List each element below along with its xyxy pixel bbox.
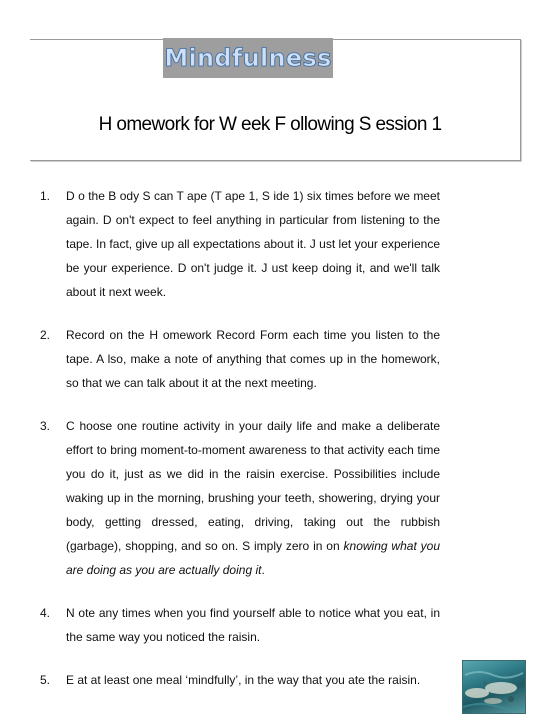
homework-list <box>40 184 440 711</box>
banner-title: Mindfulness <box>164 44 332 72</box>
item-number: 3. <box>40 419 51 433</box>
list-item <box>40 184 440 304</box>
item-number: 2. <box>40 328 51 342</box>
item-text: Record on the H omework Record Form each time you listen to the tape. A lso, make a note of anything that comes up in the homework, so that we can talk about it at the next meeting. <box>66 328 440 390</box>
water-photo-image <box>463 661 525 713</box>
item-text: C hoose one routine activity in your daily life and make a deliberate effort to bring moment-to-moment awareness to that activity each time you do it, just as we did in the raisin exercise. Possibilities include waking up in the morning, brushing your teeth, showering, drying your body, getting dressed, eating, driving, taking out the rubbish (garbage), shopping, and so on. S imply zero in on <box>66 419 440 553</box>
item-text: N ote any times when you find yourself able to notice what you eat, in the same way you noticed the raisin. <box>66 606 440 644</box>
water-photo-thumbnail <box>462 660 526 714</box>
item-text: D o the B ody S can T ape (T ape 1, S ide 1) six times before we meet again. D on't expect to feel anything in particular from listening to the tape. In fact, give up all expectations about it. J ust let your experience be your experience. D on't judge it. J ust keep doing it, and we'll talk about it next week. <box>66 189 440 299</box>
list-item <box>40 323 440 395</box>
page-title: H omework for W eek F ollowing S ession 1 <box>98 114 442 135</box>
item-number: 4. <box>40 606 51 620</box>
item-text: E at at least one meal ‘mindfully’, in the way that you ate the raisin. <box>66 673 421 687</box>
item-text-end: . <box>261 563 265 577</box>
list-item <box>40 668 440 692</box>
banner <box>163 38 333 78</box>
list-item <box>40 601 440 649</box>
list-item <box>40 414 440 582</box>
item-number: 5. <box>40 673 51 687</box>
item-text-emphasis: knowing what you are doing as you are actually doing it <box>66 539 440 577</box>
item-number: 1. <box>40 189 51 203</box>
item-text-container <box>66 414 440 582</box>
